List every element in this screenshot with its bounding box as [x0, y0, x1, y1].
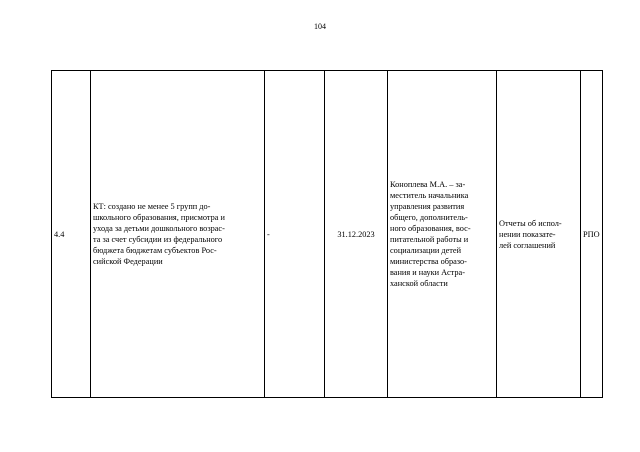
document-text: Отчеты об испол- нении показате- лей соглашений: [499, 218, 562, 250]
document-cell: [497, 71, 581, 398]
description-cell: [91, 71, 265, 398]
plan-table: [51, 70, 603, 398]
start-date-cell: -: [265, 71, 325, 398]
end-date-cell: 31.12.2023: [325, 71, 388, 398]
responsible-text: Коноплева М.А. – за- меститель начальника управления развития общего, дополнитель- ного образования, вос- питательной работы и социализации детей министерства образо- вания и науки Астра- ханской области: [390, 180, 471, 288]
type-cell: РПО: [581, 71, 603, 398]
page-number: 104: [314, 22, 326, 31]
row-number-cell: 4.4: [52, 71, 91, 398]
description-text: КТ: создано не менее 5 групп до- школьного образования, присмотра и ухода за детьми дошкольного возрас- та за счет субсидии из федерального бюджета бюджетам субъектов Рос- сийской Федерации: [93, 202, 225, 266]
table-row: [52, 71, 603, 398]
responsible-cell: [388, 71, 497, 398]
